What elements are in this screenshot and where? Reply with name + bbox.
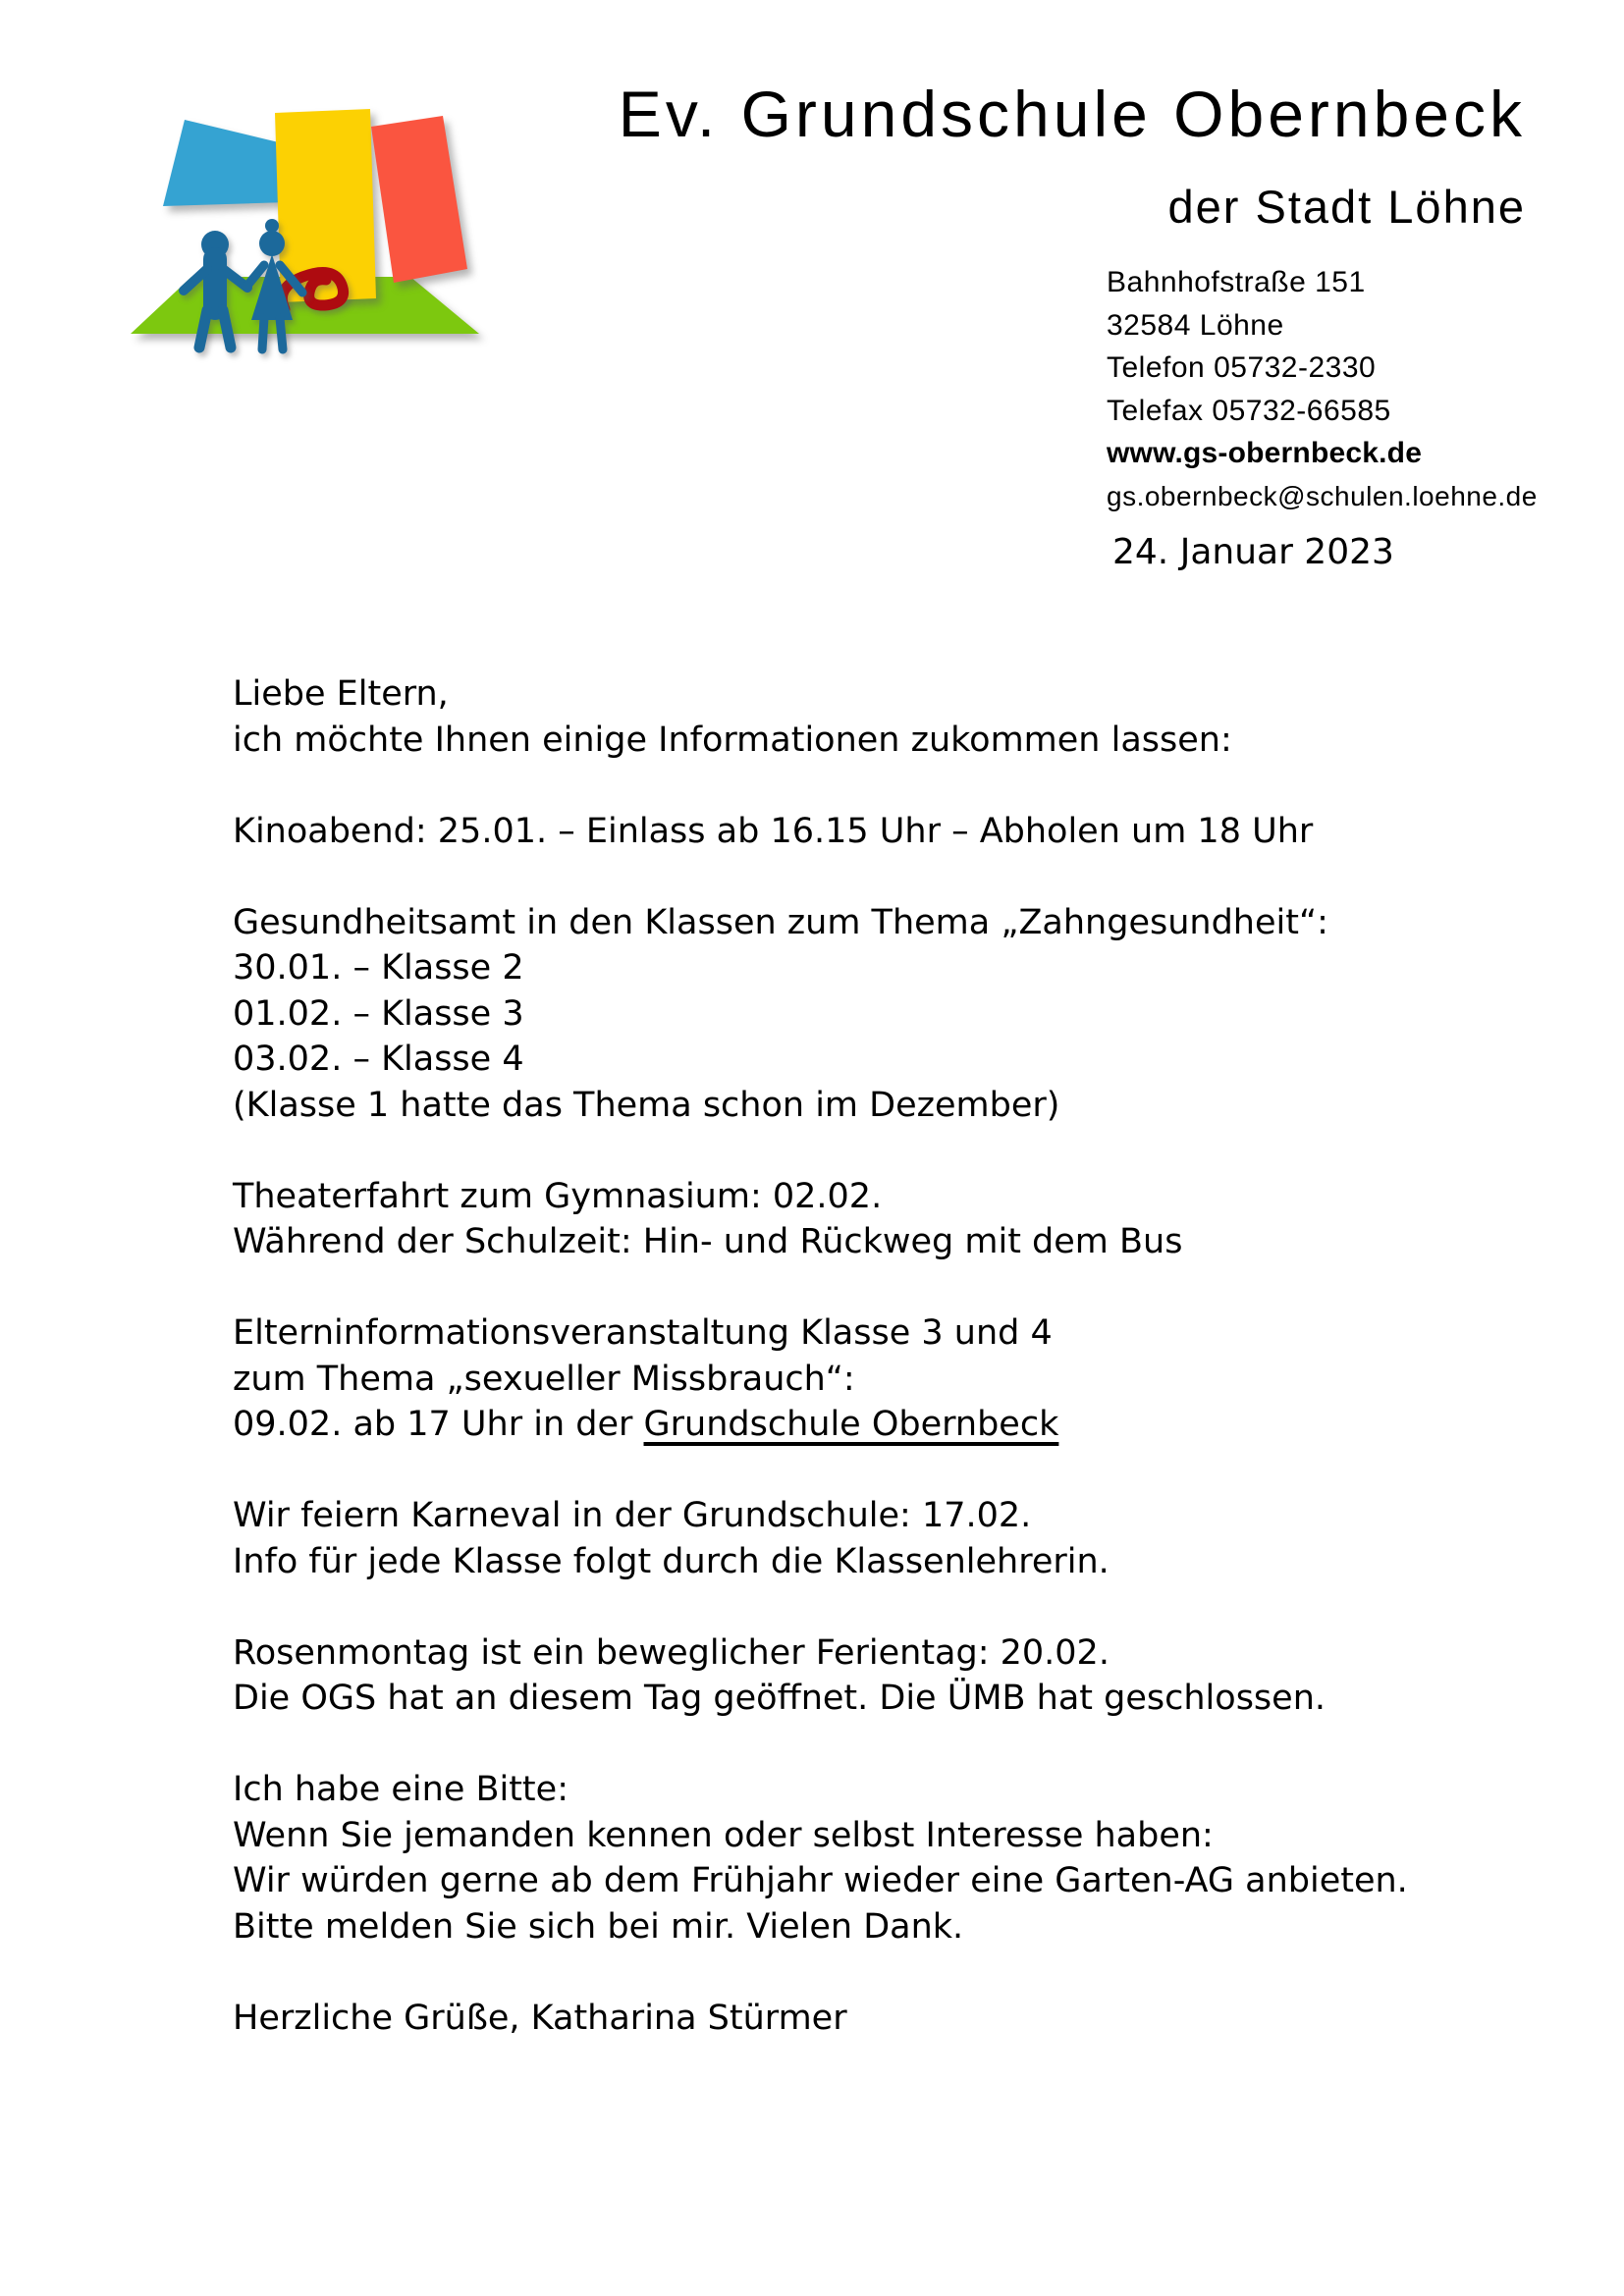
body-text: Elterninformationsveranstaltung Klasse 3 und 4 bbox=[233, 1313, 1053, 1353]
body-text: Die OGS hat an diesem Tag geöffnet. Die ÜMB hat geschlossen. bbox=[233, 1679, 1326, 1718]
address-line: gs.obernbeck@schulen.loehne.de bbox=[1107, 480, 1538, 511]
body-line bbox=[233, 1357, 1568, 1403]
body-line bbox=[233, 1676, 1568, 1722]
body-line bbox=[233, 1037, 1568, 1083]
logo-red-panel-shape bbox=[371, 116, 467, 283]
body-line bbox=[233, 1584, 1568, 1630]
body-line bbox=[233, 1219, 1568, 1265]
body-text: ich möchte Ihnen einige Informationen zukommen lassen: bbox=[233, 720, 1232, 760]
body-line bbox=[233, 1493, 1568, 1539]
body-line bbox=[233, 809, 1568, 855]
body-text: Ich habe eine Bitte: bbox=[233, 1770, 568, 1809]
body-text: Info für jede Klasse folgt durch die Klassenlehrerin. bbox=[233, 1541, 1110, 1581]
body-line bbox=[233, 671, 1568, 718]
logo-blue-panel-shape bbox=[163, 120, 291, 206]
body-line bbox=[233, 1402, 1568, 1448]
body-line bbox=[233, 1949, 1568, 1996]
body-line bbox=[233, 1083, 1568, 1129]
address-line: Bahnhofstraße 151 bbox=[1107, 266, 1366, 298]
body-text: Rosenmontag ist ein beweglicher Ferientag: 20.02. bbox=[233, 1632, 1110, 1673]
letter-body bbox=[233, 671, 1568, 2041]
address-line: Telefon 05732-2330 bbox=[1107, 351, 1377, 384]
letter-date: 24. Januar 2023 bbox=[1112, 532, 1394, 572]
body-line bbox=[233, 854, 1568, 900]
address-line: www.gs-obernbeck.de bbox=[1107, 437, 1423, 469]
body-text: zum Thema „sexueller Missbrauch“: bbox=[233, 1359, 855, 1399]
body-text: 03.02. – Klasse 4 bbox=[233, 1040, 524, 1079]
body-text: Kinoabend: 25.01. – Einlass ab 16.15 Uhr – Abholen um 18 Uhr bbox=[233, 811, 1314, 851]
body-line bbox=[233, 1174, 1568, 1220]
address-line: 32584 Löhne bbox=[1107, 308, 1284, 342]
body-text: Theaterfahrt zum Gymnasium: 02.02. bbox=[233, 1176, 883, 1216]
school-subtitle: der Stadt Löhne bbox=[1167, 181, 1526, 233]
body-line bbox=[233, 1904, 1568, 1950]
underlined-text: Grundschule Obernbeck bbox=[643, 1405, 1059, 1444]
address-block bbox=[1107, 261, 1538, 517]
body-line bbox=[233, 1265, 1568, 1311]
body-line bbox=[233, 1767, 1568, 1813]
body-text: Herzliche Grüße, Katharina Stürmer bbox=[233, 1998, 847, 2038]
school-logo bbox=[98, 61, 491, 385]
body-line bbox=[233, 763, 1568, 809]
letterhead bbox=[618, 78, 1526, 233]
body-text: Bitte melden Sie sich bei mir. Vielen Dank. bbox=[233, 1906, 964, 1947]
body-line bbox=[233, 1813, 1568, 1859]
body-line bbox=[233, 991, 1568, 1038]
body-text: Während der Schulzeit: Hin- und Rückweg mit dem Bus bbox=[233, 1222, 1183, 1261]
body-line bbox=[233, 1858, 1568, 1904]
body-line bbox=[233, 1722, 1568, 1768]
body-line bbox=[233, 945, 1568, 991]
body-text: 30.01. – Klasse 2 bbox=[233, 948, 524, 988]
body-text: Wir feiern Karneval in der Grundschule: 17.02. bbox=[233, 1496, 1032, 1535]
body-line bbox=[233, 718, 1568, 764]
body-line bbox=[233, 1539, 1568, 1585]
body-line bbox=[233, 1996, 1568, 2042]
body-line bbox=[233, 900, 1568, 946]
body-text: Liebe Eltern, bbox=[233, 674, 449, 714]
body-line bbox=[233, 1310, 1568, 1357]
body-text: Wenn Sie jemanden kennen oder selbst Interesse haben: bbox=[233, 1815, 1214, 1855]
address-line: Telefax 05732-66585 bbox=[1107, 394, 1391, 427]
body-line bbox=[233, 1128, 1568, 1174]
body-line bbox=[233, 1630, 1568, 1677]
body-text: Gesundheitsamt in den Klassen zum Thema „Zahngesundheit“: bbox=[233, 902, 1328, 942]
body-text: (Klasse 1 hatte das Thema schon im Dezember) bbox=[233, 1085, 1060, 1125]
body-text: 01.02. – Klasse 3 bbox=[233, 993, 524, 1034]
body-text: 09.02. ab 17 Uhr in der bbox=[233, 1405, 644, 1444]
body-text: Wir würden gerne ab dem Frühjahr wieder eine Garten-AG anbieten. bbox=[233, 1861, 1408, 1900]
body-line bbox=[233, 1448, 1568, 1494]
school-name: Ev. Grundschule Obernbeck bbox=[618, 78, 1526, 150]
